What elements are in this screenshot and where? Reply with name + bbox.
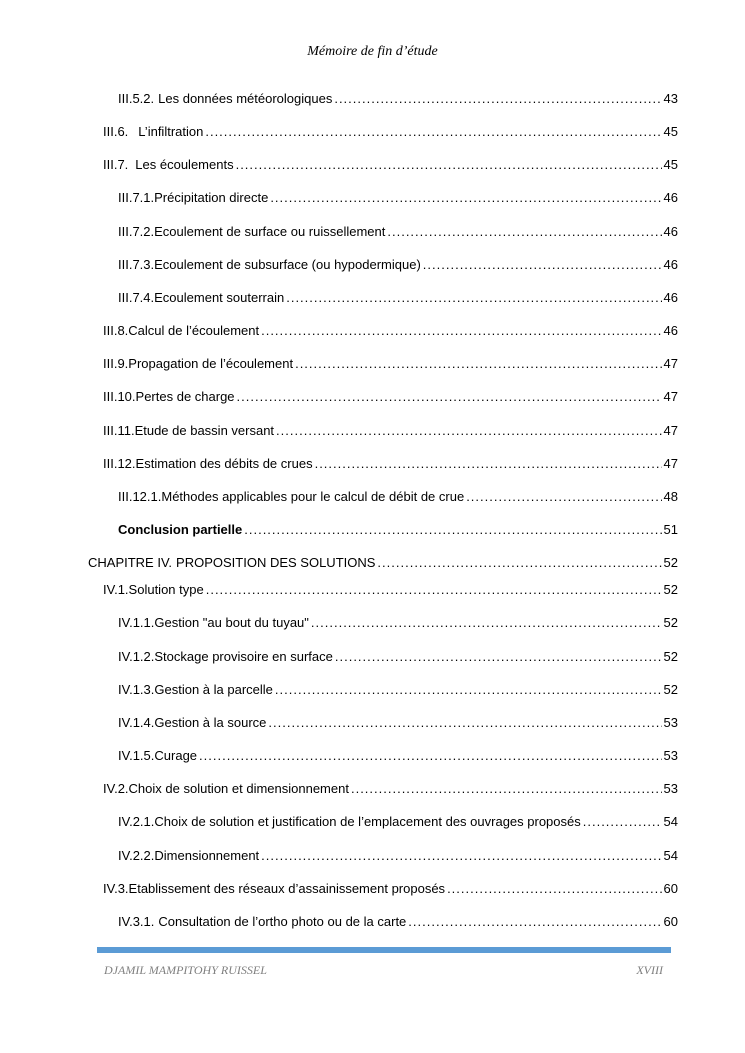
toc-entry[interactable] bbox=[118, 813, 678, 831]
toc-number: III.6. bbox=[103, 124, 129, 139]
toc-title: Ecoulement de surface ou ruissellement bbox=[154, 224, 386, 239]
toc-number: IV.2. bbox=[103, 781, 129, 796]
toc-title: Les écoulements bbox=[135, 157, 234, 172]
toc-title: Gestion à la source bbox=[154, 715, 267, 730]
toc-title: Choix de solution et justification de l’emplacement des ouvrages proposés bbox=[154, 814, 581, 829]
toc-number: III.7.4. bbox=[118, 290, 155, 305]
toc-page: 60 bbox=[663, 881, 678, 896]
toc-leader bbox=[423, 256, 662, 274]
toc-number: III.10. bbox=[103, 389, 136, 404]
toc-leader bbox=[244, 521, 661, 539]
toc-number: CHAPITRE IV. bbox=[88, 555, 173, 570]
toc-number: IV.1.1. bbox=[118, 615, 155, 630]
toc-entry[interactable] bbox=[103, 123, 678, 141]
toc-page: 46 bbox=[663, 257, 678, 272]
toc-title: Curage bbox=[154, 748, 198, 763]
toc-title: Conclusion partielle bbox=[118, 522, 243, 537]
toc-leader bbox=[270, 189, 661, 207]
toc-leader bbox=[206, 581, 662, 599]
toc-page: 54 bbox=[663, 814, 678, 829]
toc-page: 45 bbox=[663, 157, 678, 172]
toc-leader bbox=[334, 90, 661, 108]
toc-number: III.7. bbox=[103, 157, 129, 172]
toc-entry[interactable] bbox=[118, 913, 678, 931]
toc-page: 54 bbox=[663, 848, 678, 863]
toc-leader bbox=[447, 880, 661, 898]
toc-page: 48 bbox=[663, 489, 678, 504]
toc-number: III.12. bbox=[103, 456, 136, 471]
toc-title: Dimensionnement bbox=[154, 848, 260, 863]
toc-leader bbox=[408, 913, 661, 931]
toc-leader bbox=[237, 388, 662, 406]
toc-title: Estimation des débits de crues bbox=[135, 456, 313, 471]
toc-leader bbox=[261, 322, 661, 340]
toc-page: 46 bbox=[663, 190, 678, 205]
toc-number: IV.3. bbox=[103, 881, 129, 896]
toc-entry[interactable] bbox=[118, 289, 678, 307]
toc-number: III.8. bbox=[103, 323, 129, 338]
toc-leader bbox=[205, 123, 661, 141]
toc-title: Calcul de l’écoulement bbox=[128, 323, 260, 338]
toc-leader bbox=[295, 355, 661, 373]
toc-number: IV.2.1. bbox=[118, 814, 155, 829]
toc-page: 46 bbox=[663, 323, 678, 338]
toc-title: Choix de solution et dimensionnement bbox=[128, 781, 349, 796]
toc-leader bbox=[351, 780, 662, 798]
toc-leader bbox=[377, 554, 661, 572]
toc-page: 46 bbox=[663, 290, 678, 305]
toc-number: III.7.3. bbox=[118, 257, 155, 272]
toc-title: Gestion "au bout du tuyau" bbox=[154, 615, 309, 630]
toc-leader bbox=[286, 289, 661, 307]
toc-page: 45 bbox=[663, 124, 678, 139]
toc-entry[interactable] bbox=[118, 681, 678, 699]
toc-title: L’infiltration bbox=[138, 124, 204, 139]
toc-leader bbox=[261, 847, 661, 865]
toc-page: 52 bbox=[663, 682, 678, 697]
toc-entry[interactable] bbox=[118, 648, 678, 666]
toc-title: Etude de bassin versant bbox=[134, 423, 275, 438]
toc-page: 52 bbox=[663, 615, 678, 630]
toc-leader bbox=[268, 714, 661, 732]
toc-title: Les données météorologiques bbox=[158, 91, 333, 106]
toc-page: 47 bbox=[663, 389, 678, 404]
toc-leader bbox=[236, 156, 662, 174]
toc-leader bbox=[335, 648, 662, 666]
toc-number: III.9. bbox=[103, 356, 129, 371]
toc-page: 46 bbox=[663, 224, 678, 239]
toc-leader bbox=[199, 747, 662, 765]
toc-page: 47 bbox=[663, 423, 678, 438]
toc-entry[interactable] bbox=[118, 714, 678, 732]
toc-entry[interactable] bbox=[103, 355, 678, 373]
toc-leader bbox=[466, 488, 661, 506]
toc-title: Stockage provisoire en surface bbox=[154, 649, 333, 664]
toc-leader bbox=[583, 813, 662, 831]
toc-number: IV.3.1. bbox=[118, 914, 155, 929]
toc-entry[interactable] bbox=[118, 847, 678, 865]
toc-entry[interactable] bbox=[118, 189, 678, 207]
toc-number: IV.1.3. bbox=[118, 682, 155, 697]
toc-title: Pertes de charge bbox=[135, 389, 235, 404]
toc-title: Gestion à la parcelle bbox=[154, 682, 273, 697]
toc-page: 52 bbox=[663, 582, 678, 597]
toc-leader bbox=[311, 614, 662, 632]
toc-title: Etablissement des réseaux d’assainissement proposés bbox=[128, 881, 446, 896]
toc-page: 47 bbox=[663, 356, 678, 371]
toc-title: Consultation de l’ortho photo ou de la carte bbox=[158, 914, 407, 929]
toc-title: Précipitation directe bbox=[154, 190, 269, 205]
toc-leader bbox=[275, 681, 662, 699]
toc-number: IV.2.2. bbox=[118, 848, 155, 863]
toc-entry[interactable] bbox=[118, 223, 678, 241]
toc-page: 60 bbox=[663, 914, 678, 929]
toc-number: III.5.2. bbox=[118, 91, 155, 106]
toc-title: Ecoulement de subsurface (ou hypodermique) bbox=[154, 257, 421, 272]
toc-number: III.7.1. bbox=[118, 190, 155, 205]
toc-entry[interactable] bbox=[118, 488, 678, 506]
toc-page: 43 bbox=[663, 91, 678, 106]
toc-page: 53 bbox=[663, 715, 678, 730]
toc-page: 51 bbox=[663, 522, 678, 537]
footer-page-number: XVIII bbox=[636, 963, 663, 977]
toc-number: IV.1. bbox=[103, 582, 129, 597]
toc-title: Propagation de l’écoulement bbox=[128, 356, 294, 371]
toc-title: Méthodes applicables pour le calcul de débit de crue bbox=[161, 489, 465, 504]
toc-entry[interactable] bbox=[103, 422, 678, 440]
toc-number: IV.1.5. bbox=[118, 748, 155, 763]
toc-number: III.12.1. bbox=[118, 489, 162, 504]
toc-entry[interactable] bbox=[103, 156, 678, 174]
toc-number: IV.1.4. bbox=[118, 715, 155, 730]
toc-entry[interactable] bbox=[118, 256, 678, 274]
toc-title: Solution type bbox=[128, 582, 204, 597]
toc-entry[interactable] bbox=[118, 614, 678, 632]
toc-title: Ecoulement souterrain bbox=[154, 290, 285, 305]
footer-author: DJAMIL MAMPITOHY RUISSEL bbox=[104, 963, 267, 977]
toc-entry[interactable] bbox=[118, 90, 678, 108]
toc-entry[interactable] bbox=[103, 780, 678, 798]
toc-page: 47 bbox=[663, 456, 678, 471]
toc-entry[interactable] bbox=[103, 455, 678, 473]
page-header: Mémoire de fin d’étude bbox=[307, 44, 438, 59]
toc-page: 52 bbox=[663, 555, 678, 570]
toc-number: IV.1.2. bbox=[118, 649, 155, 664]
footer-divider bbox=[97, 947, 671, 953]
toc-number: III.11. bbox=[103, 423, 135, 438]
toc-title: PROPOSITION DES SOLUTIONS bbox=[176, 555, 376, 570]
toc-entry[interactable] bbox=[88, 554, 678, 572]
toc-page: 53 bbox=[663, 781, 678, 796]
toc-page: 53 bbox=[663, 748, 678, 763]
toc-leader bbox=[276, 422, 661, 440]
toc-page: 52 bbox=[663, 649, 678, 664]
toc-entry[interactable] bbox=[103, 322, 678, 340]
toc-entry[interactable] bbox=[103, 880, 678, 898]
toc-number: III.7.2. bbox=[118, 224, 155, 239]
toc-entry[interactable] bbox=[103, 581, 678, 599]
toc-entry[interactable] bbox=[118, 747, 678, 765]
toc-entry[interactable] bbox=[103, 388, 678, 406]
toc-entry[interactable] bbox=[118, 521, 678, 539]
toc-leader bbox=[387, 223, 661, 241]
toc-leader bbox=[315, 455, 662, 473]
